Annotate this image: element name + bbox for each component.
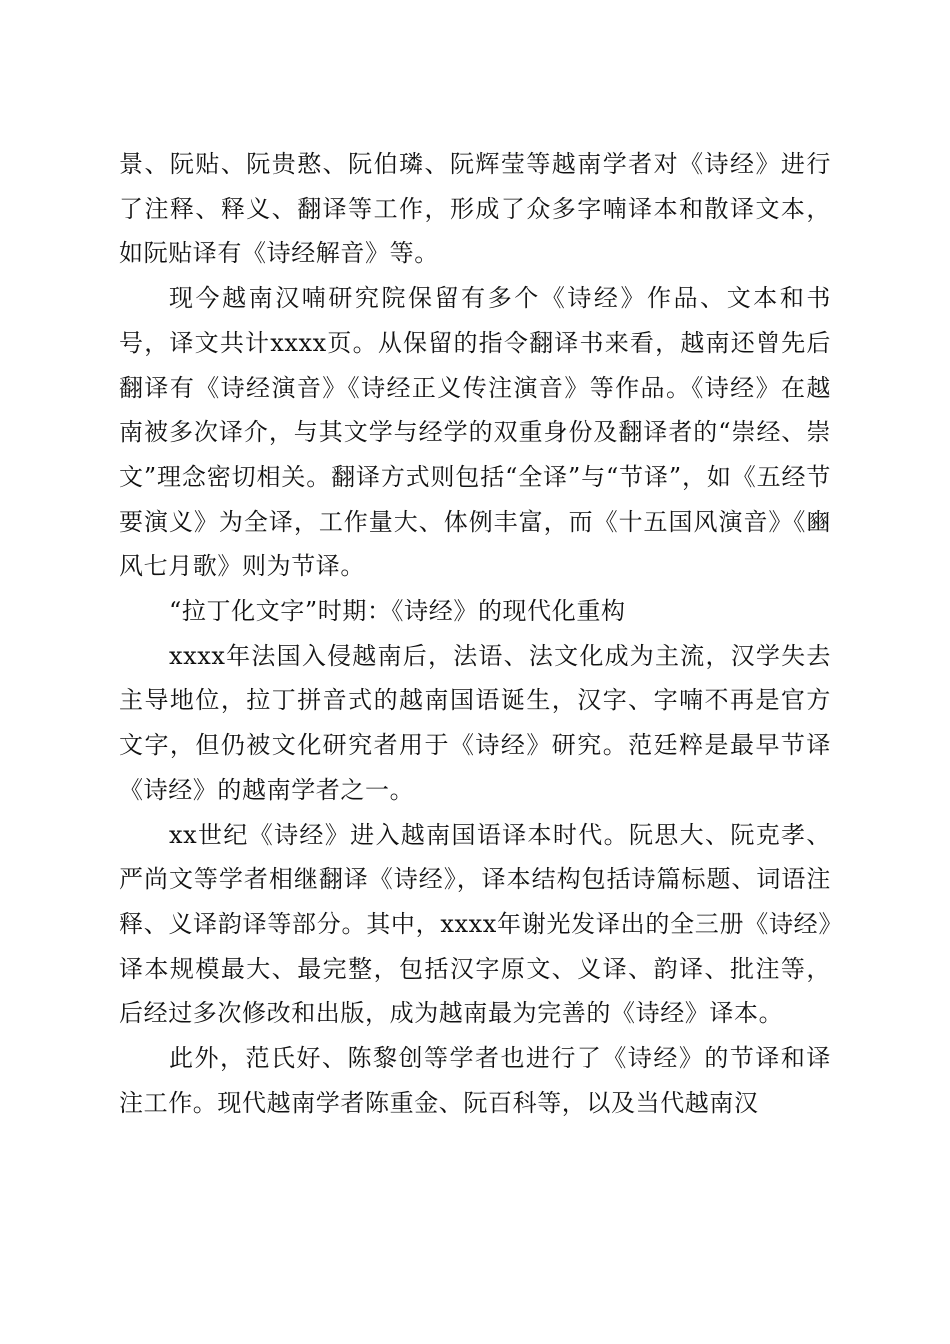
paragraph-han-nom-institute: 现今越南汉喃研究院保留有多个《诗经》作品、文本和书号，译文共计xxxx页。从保留的指令翻译书来看，越南还曾先后翻译有《诗经演音》《诗经正义传注演音》等作品。《诗经》在越南被多次译介，与其文学与经学的双重身份及翻译者的“崇经、崇文”理念密切相关。翻译方式则包括“全译”与“节译”，如《五经节要演义》为全译，工作量大、体例丰富，而《十五国风演音》《豳风七月歌》则为节译。 (119, 284, 831, 581)
paragraph-french-invasion: xxxx年法国入侵越南后，法语、法文化成为主流，汉学失去主导地位，拉丁拼音式的越南国语诞生，汉字、字喃不再是官方文字，但仍被文化研究者用于《诗经》研究。范廷粹是最早节译《诗经》的越南学者之一。 (119, 641, 831, 804)
paragraph-national-language-era: xx世纪《诗经》进入越南国语译本时代。阮思大、阮克孝、严尚文等学者相继翻译《诗经》，译本结构包括诗篇标题、词语注释、义译韵译等部分。其中，xxxx年谢光发译出的全三册《诗经》译本规模最大、最完整，包括汉字原文、义译、韵译、批注等，后经过多次修改和出版，成为越南最为完善的《诗经》译本。 (119, 820, 831, 1028)
paragraph-other-scholars: 此外，范氏好、陈黎创等学者也进行了《诗经》的节译和译注工作。现代越南学者陈重金、阮百科等，以及当代越南汉 (119, 1044, 831, 1117)
section-heading-latinization: “拉丁化文字”时期：《诗经》的现代化重构 (169, 597, 626, 626)
document-body (119, 142, 831, 1125)
paragraph-continuation: 景、阮贴、阮贵憨、阮伯璘、阮辉莹等越南学者对《诗经》进行了注释、释义、翻译等工作，形成了众多字喃译本和散译文本，如阮贴译有《诗经解音》等。 (119, 150, 831, 268)
